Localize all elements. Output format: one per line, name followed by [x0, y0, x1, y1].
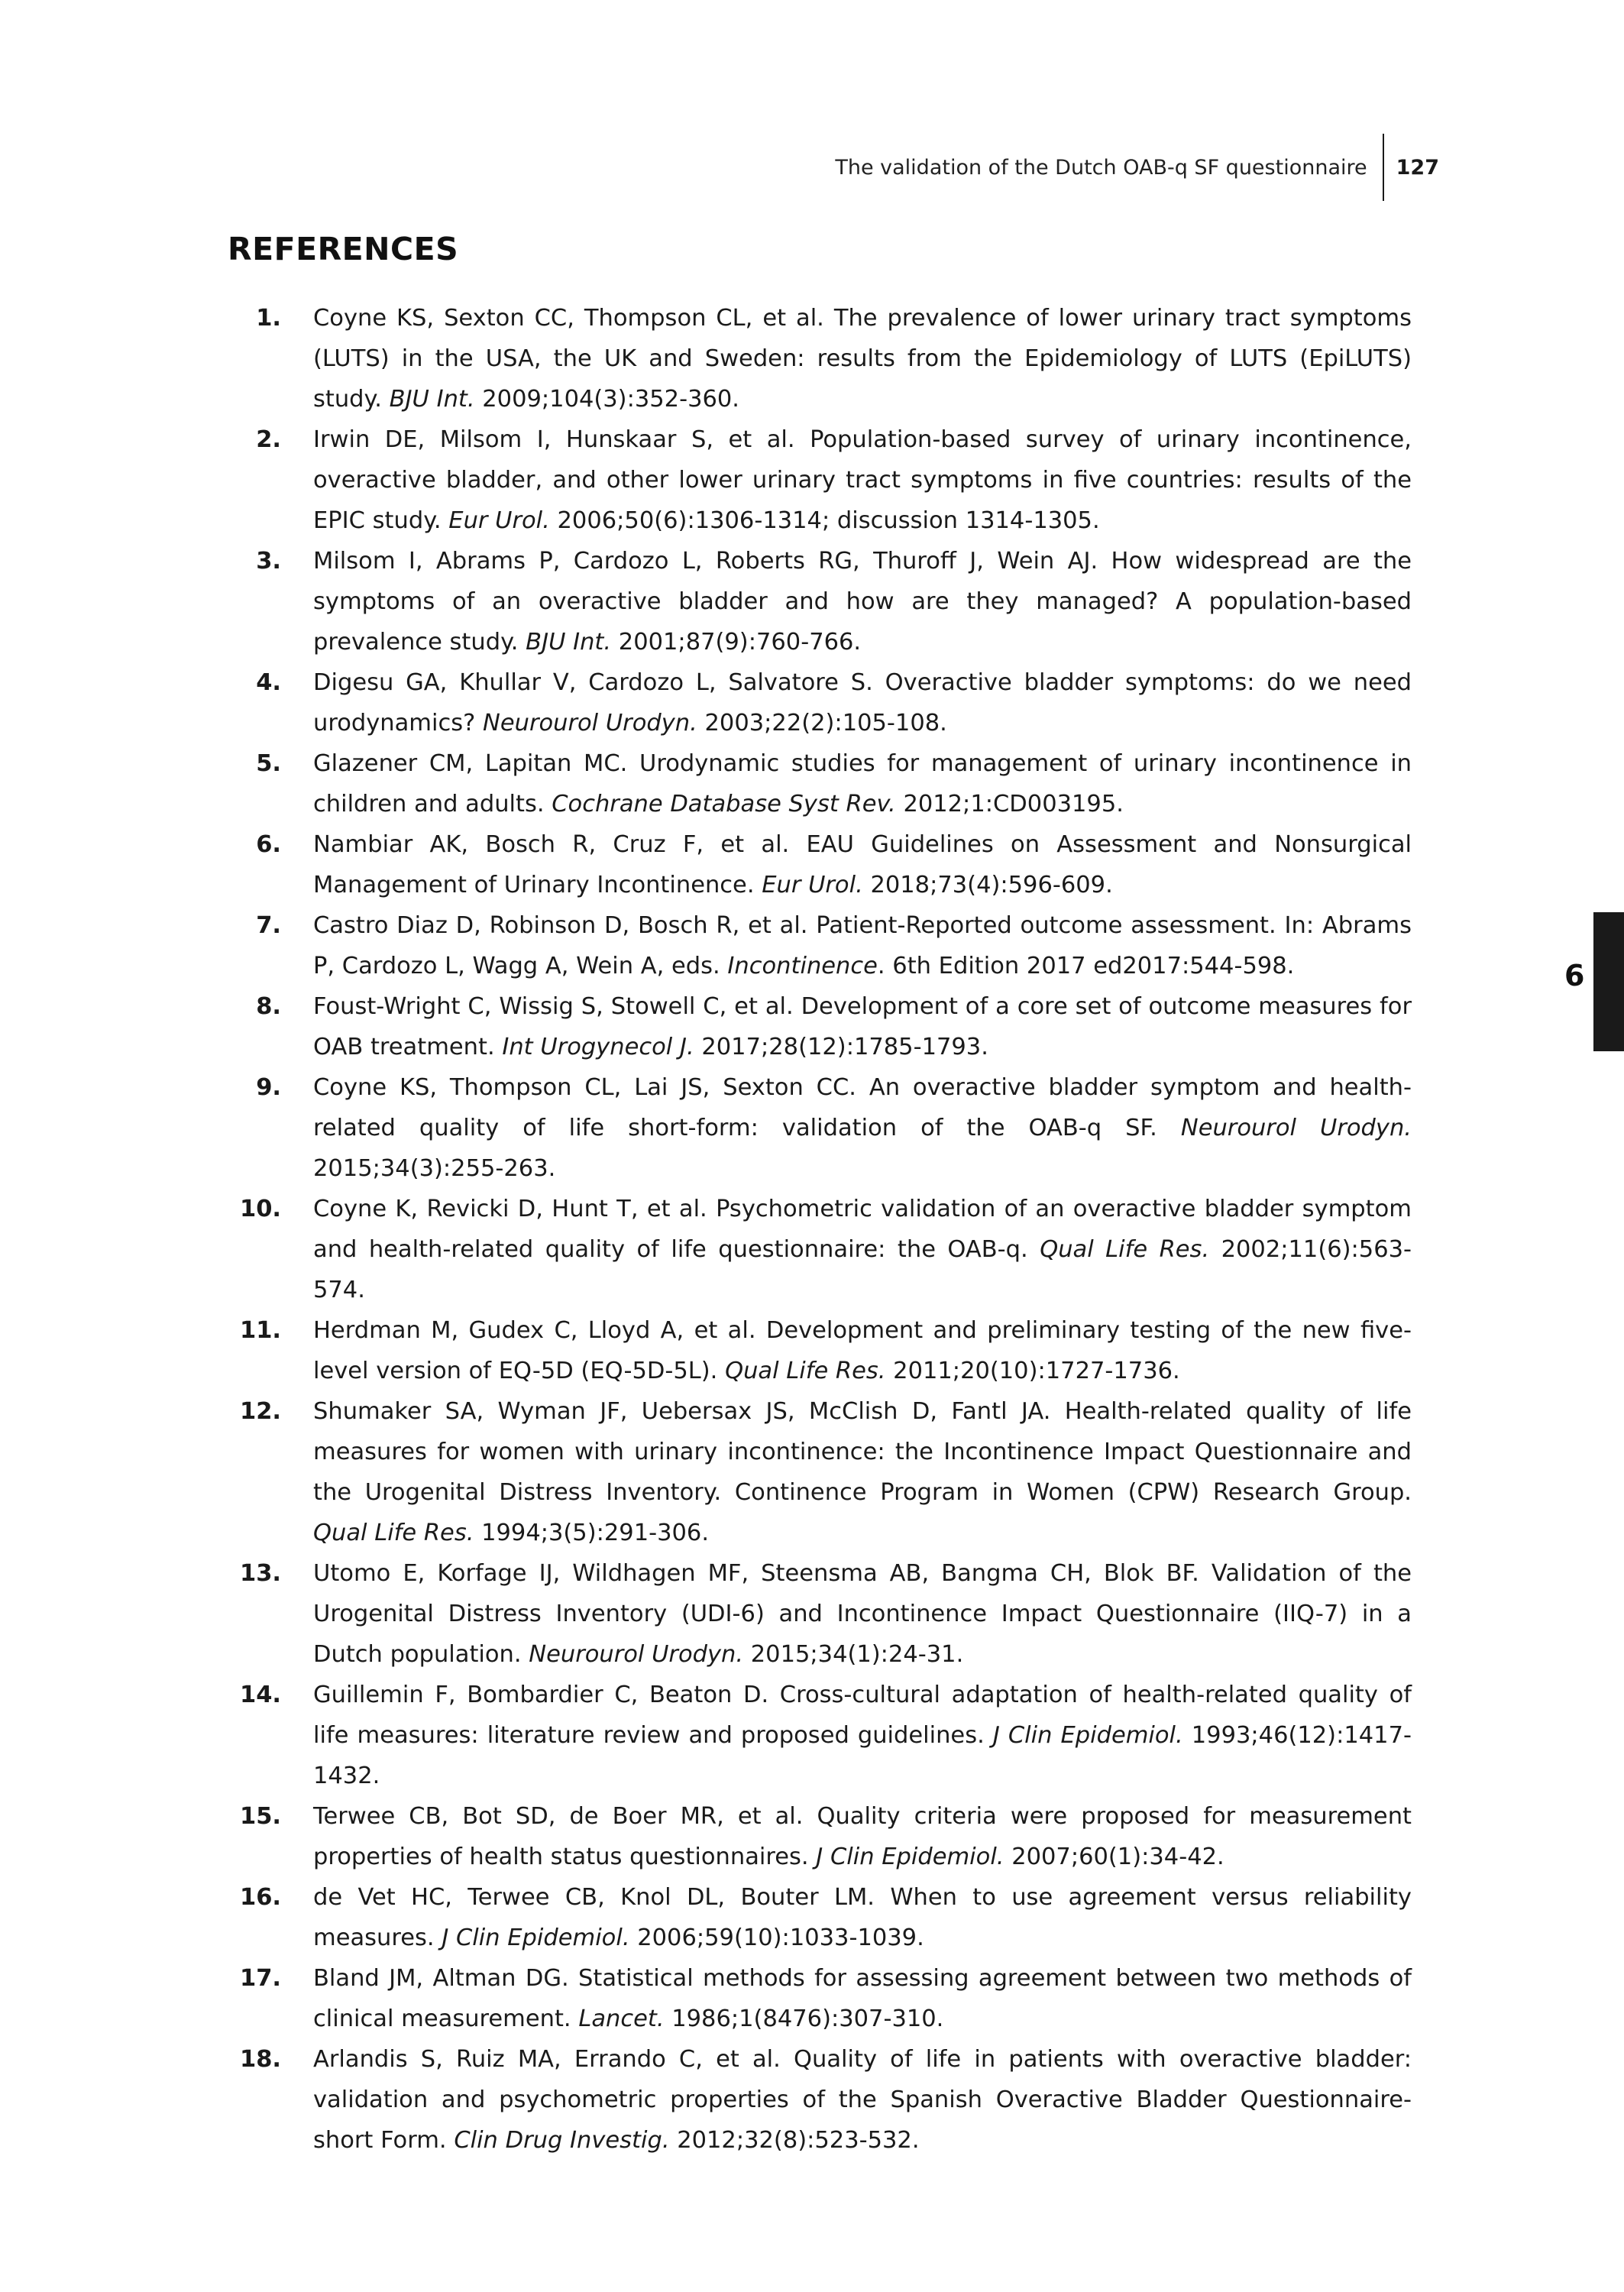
reference-text [313, 824, 1412, 905]
reference-authors-title: Castro Diaz D, Robinson D, Bosch R, et al. Patient-Reported outcome assessment. In: Abrams P, Cardozo L, Wagg A, Wein A, eds. [313, 912, 1412, 979]
reference-item [228, 743, 1412, 824]
running-header-title: The validation of the Dutch OAB-q SF questionnaire [835, 155, 1367, 180]
reference-text [313, 541, 1412, 662]
reference-citation: 2002;11(6):563-574. [313, 1236, 1412, 1303]
reference-item [228, 1553, 1412, 1675]
reference-journal: J Clin Epidemiol. [992, 1722, 1183, 1749]
reference-citation: 2003;22(2):105-108. [704, 710, 947, 736]
reference-authors-title: Digesu GA, Khullar V, Cardozo L, Salvatore S. Overactive bladder symptoms: do we need urodynamics? [313, 669, 1412, 736]
reference-item [228, 662, 1412, 743]
reference-citation: 2015;34(1):24-31. [750, 1641, 964, 1668]
reference-journal: Qual Life Res. [313, 1520, 474, 1546]
reference-journal: Eur Urol. [762, 872, 863, 898]
reference-item [228, 1796, 1412, 1877]
reference-citation: . 6th Edition 2017 ed2017:544-598. [877, 953, 1295, 979]
reference-text [313, 2039, 1412, 2161]
reference-text [313, 1796, 1412, 1877]
reference-number: 2. [256, 426, 281, 453]
reference-number: 18. [239, 2046, 281, 2073]
reference-number: 11. [239, 1317, 281, 1344]
reference-text [313, 1310, 1412, 1391]
reference-authors-title: Irwin DE, Milsom I, Hunskaar S, et al. Population-based survey of urinary incontinence, overactive bladder, and other lower urinary tract symptoms in five countries: results of the EPIC study. [313, 426, 1412, 534]
reference-citation: 1993;46(12):1417-1432. [313, 1722, 1412, 1789]
reference-number: 1. [256, 305, 281, 332]
chapter-tab-marker [1593, 912, 1624, 1051]
reference-number: 14. [239, 1682, 281, 1708]
reference-authors-title: Guillemin F, Bombardier C, Beaton D. Cross-cultural adaptation of health-related quality of life measures: literature review and proposed guidelines. [313, 1682, 1412, 1749]
reference-text [313, 743, 1412, 824]
reference-journal: J Clin Epidemiol. [816, 1844, 1004, 1870]
reference-authors-title: Terwee CB, Bot SD, de Boer MR, et al. Quality criteria were proposed for measurement properties of health status questionnaires. [313, 1803, 1412, 1870]
reference-number: 16. [239, 1884, 281, 1911]
reference-authors-title: Foust-Wright C, Wissig S, Stowell C, et al. Development of a core set of outcome measures for OAB treatment. [313, 993, 1412, 1060]
reference-text [313, 1391, 1412, 1553]
reference-citation: 2018;73(4):596-609. [870, 872, 1113, 898]
reference-number: 17. [239, 1965, 281, 1992]
reference-item [228, 1877, 1412, 1958]
reference-citation: 2015;34(3):255-263. [313, 1155, 556, 1182]
reference-journal: Qual Life Res. [725, 1358, 886, 1384]
reference-text [313, 986, 1412, 1067]
reference-citation: 2006;59(10):1033-1039. [637, 1925, 924, 1951]
reference-item [228, 1675, 1412, 1796]
reference-authors-title: Utomo E, Korfage IJ, Wildhagen MF, Steensma AB, Bangma CH, Blok BF. Validation of the Urogenital Distress Inventory (UDI-6) and Incontinence Impact Questionnaire (IIQ-7) in a Dutch population. [313, 1560, 1412, 1668]
reference-citation: 1994;3(5):291-306. [481, 1520, 710, 1546]
reference-text [313, 662, 1412, 743]
reference-item [228, 986, 1412, 1067]
reference-journal: Cochrane Database Syst Rev. [552, 791, 896, 817]
reference-journal: BJU Int. [526, 629, 612, 656]
reference-citation: 2007;60(1):34-42. [1011, 1844, 1224, 1870]
reference-number: 7. [256, 912, 281, 939]
reference-journal: Clin Drug Investig. [454, 2127, 670, 2154]
reference-text [313, 1067, 1412, 1189]
reference-item [228, 1189, 1412, 1310]
reference-authors-title: Coyne KS, Sexton CC, Thompson CL, et al. The prevalence of lower urinary tract symptoms (LUTS) in the USA, the UK and Sweden: results from the Epidemiology of LUTS (EpiLUTS) study. [313, 305, 1412, 413]
reference-authors-title: Shumaker SA, Wyman JF, Uebersax JS, McClish D, Fantl JA. Health-related quality of life measures for women with urinary incontinence: the Incontinence Impact Questionnaire and the Urogenital Distress Inventory. Continence Program in Women (CPW) Research Group. [313, 1398, 1412, 1506]
reference-authors-title: Glazener CM, Lapitan MC. Urodynamic studies for management of urinary incontinence in children and adults. [313, 750, 1412, 817]
reference-item [228, 419, 1412, 541]
reference-text [313, 298, 1412, 419]
reference-authors-title: Nambiar AK, Bosch R, Cruz F, et al. EAU Guidelines on Assessment and Nonsurgical Management of Urinary Incontinence. [313, 831, 1412, 898]
reference-number: 4. [256, 669, 281, 696]
reference-authors-title: Coyne K, Revicki D, Hunt T, et al. Psychometric validation of an overactive bladder symptom and health-related quality of life questionnaire: the OAB-q. [313, 1196, 1412, 1263]
reference-citation: 2012;32(8):523-532. [677, 2127, 920, 2154]
reference-journal: Neurourol Urodyn. [1180, 1115, 1412, 1141]
reference-number: 5. [256, 750, 281, 777]
reference-journal: Neurourol Urodyn. [529, 1641, 744, 1668]
reference-authors-title: Arlandis S, Ruiz MA, Errando C, et al. Quality of life in patients with overactive bladder: validation and psychometric properties of the Spanish Overactive Bladder Questionnaire-short Form. [313, 2046, 1412, 2154]
reference-citation: 2009;104(3):352-360. [482, 386, 739, 413]
reference-text [313, 1958, 1412, 2039]
reference-authors-title: Milsom I, Abrams P, Cardozo L, Roberts RG, Thuroff J, Wein AJ. How widespread are the symptoms of an overactive bladder and how are they managed? A population-based prevalence study. [313, 548, 1412, 656]
reference-number: 15. [239, 1803, 281, 1830]
reference-journal: BJU Int. [389, 386, 475, 413]
reference-item [228, 541, 1412, 662]
reference-citation: 1986;1(8476):307-310. [671, 2006, 944, 2032]
reference-journal: Eur Urol. [448, 507, 550, 534]
reference-journal: Int Urogynecol J. [502, 1034, 694, 1060]
reference-number: 9. [256, 1074, 281, 1101]
reference-number: 8. [256, 993, 281, 1020]
reference-item [228, 2039, 1412, 2161]
reference-journal: Qual Life Res. [1040, 1236, 1210, 1263]
section-title: REFERENCES [228, 231, 459, 267]
running-header [835, 138, 1439, 197]
reference-item [228, 1310, 1412, 1391]
page-number: 127 [1396, 155, 1439, 180]
reference-citation: 2006;50(6):1306-1314; discussion 1314-1305. [557, 507, 1100, 534]
reference-item [228, 1391, 1412, 1553]
reference-number: 6. [256, 831, 281, 858]
reference-number: 13. [239, 1560, 281, 1587]
reference-text [313, 1189, 1412, 1310]
reference-number: 12. [239, 1398, 281, 1425]
reference-list [228, 298, 1412, 2161]
reference-citation: 2011;20(10):1727-1736. [893, 1358, 1180, 1384]
reference-item [228, 1958, 1412, 2039]
reference-authors-title: de Vet HC, Terwee CB, Knol DL, Bouter LM. When to use agreement versus reliability measures. [313, 1884, 1412, 1951]
reference-citation: 2012;1:CD003195. [903, 791, 1124, 817]
reference-item [228, 1067, 1412, 1189]
reference-text [313, 905, 1412, 986]
reference-item [228, 824, 1412, 905]
reference-citation: 2017;28(12):1785-1793. [701, 1034, 988, 1060]
reference-journal: J Clin Epidemiol. [442, 1925, 630, 1951]
reference-text [313, 1553, 1412, 1675]
reference-number: 3. [256, 548, 281, 575]
reference-authors-title: Herdman M, Gudex C, Lloyd A, et al. Development and preliminary testing of the new five-level version of EQ-5D (EQ-5D-5L). [313, 1317, 1412, 1384]
reference-citation: 2001;87(9):760-766. [618, 629, 862, 656]
reference-number: 10. [239, 1196, 281, 1222]
reference-text [313, 1877, 1412, 1958]
reference-journal: Neurourol Urodyn. [483, 710, 697, 736]
reference-authors-title: Bland JM, Altman DG. Statistical methods for assessing agreement between two methods of clinical measurement. [313, 1965, 1412, 2032]
reference-text [313, 419, 1412, 541]
reference-authors-title: Coyne KS, Thompson CL, Lai JS, Sexton CC. An overactive bladder symptom and health-related quality of life short-form: validation of the OAB-q SF. [313, 1074, 1412, 1141]
reference-item [228, 905, 1412, 986]
reference-journal: Incontinence [727, 953, 878, 979]
chapter-number: 6 [1564, 959, 1585, 992]
reference-item [228, 298, 1412, 419]
reference-text [313, 1675, 1412, 1796]
reference-journal: Lancet. [578, 2006, 665, 2032]
